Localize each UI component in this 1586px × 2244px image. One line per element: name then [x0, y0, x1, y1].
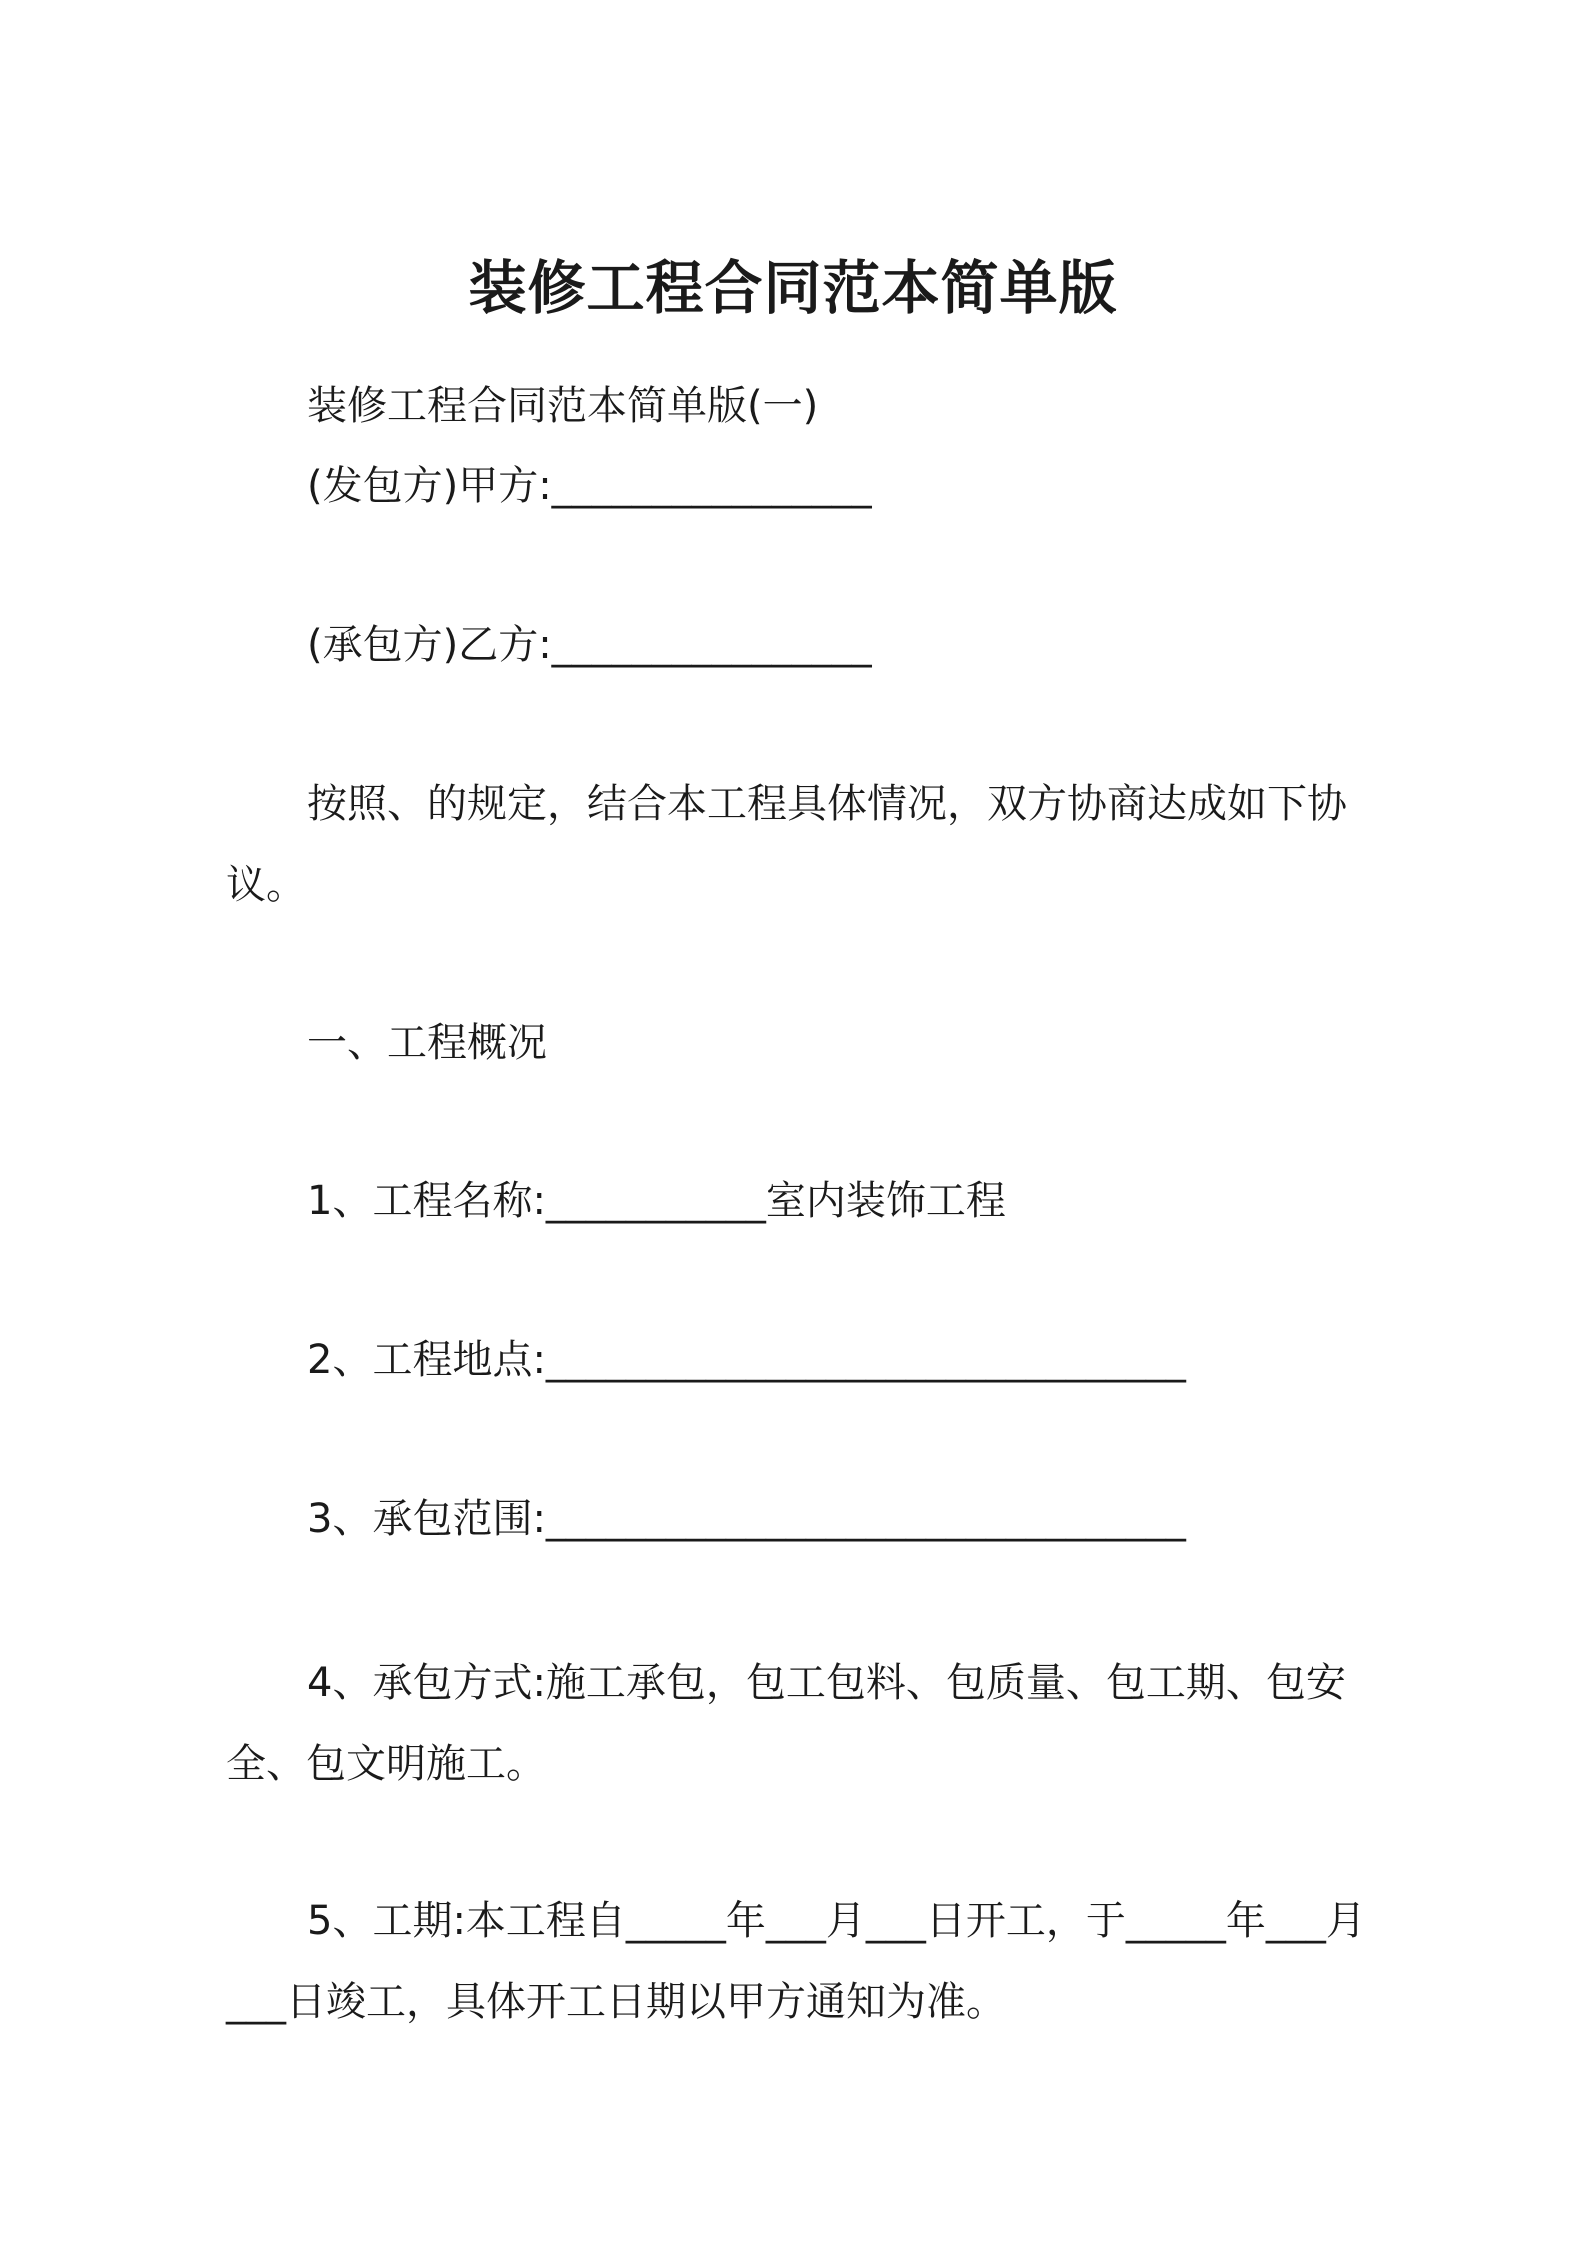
party-a-line: (发包方)甲方:________________: [307, 463, 872, 509]
party-b-line: (承包方)乙方:________________: [307, 622, 872, 668]
contract-subtitle: 装修工程合同范本简单版(一): [307, 383, 819, 429]
item-project-name: 1、工程名称:___________室内装饰工程: [307, 1178, 1006, 1224]
preamble-paragraph: 按照、的规定，结合本工程具体情况，双方协商达成如下协议。: [226, 781, 1347, 908]
section-heading-overview: 一、工程概况: [307, 1020, 547, 1066]
item-project-location: 2、工程地点:________________________________: [307, 1337, 1186, 1383]
document-title: 装修工程合同范本简单版: [468, 254, 1118, 322]
item-contract-method: 4、承包方式:施工承包，包工包料、包质量、包工期、包安全、包文明施工。: [226, 1660, 1346, 1787]
item-contract-scope: 3、承包范围:________________________________: [307, 1496, 1186, 1542]
item-construction-period: 5、工期:本工程自_____年___月___日开工，于_____年___月___日竣工，具体开工日期以甲方通知为准。: [226, 1898, 1366, 2025]
